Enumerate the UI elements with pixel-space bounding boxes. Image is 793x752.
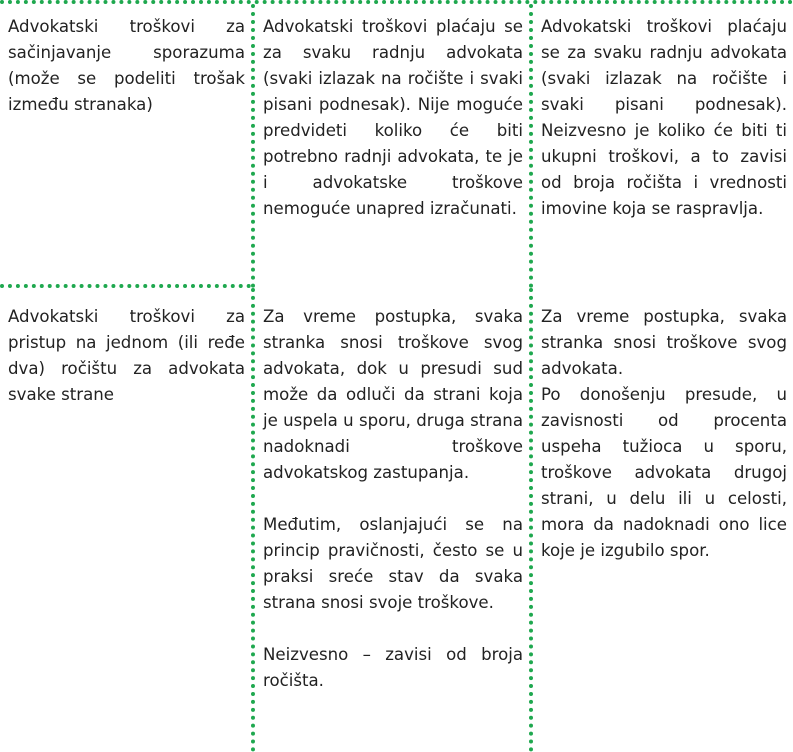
cell-text: Advokatski troškovi za pristup na jednom (ili ređe dva) ročištu za advokata svake strane <box>8 307 245 404</box>
cell-paragraph-3: Neizvesno – zavisi od broja ročišta. <box>263 645 523 690</box>
table-cell-r2-c1 <box>0 288 251 752</box>
table-cell-r2-c3 <box>529 288 793 752</box>
table-cell-r1-c3 <box>529 4 793 288</box>
cell-text: Advokatski troškovi za sačinjavanje sporazuma (može se podeliti trošak između stranaka) <box>8 17 245 114</box>
cell-paragraph-2: Po donošenju presude, u zavisnosti od procenta uspeha tužioca u sporu, troškove advokata drugoj strani, u delu ili u celosti, mora da nadoknadi ono lice koje je izgubilo spor. <box>541 385 787 560</box>
cell-text: Advokatski troškovi plaćaju se za svaku radnju advokata (svaki izlazak na ročište i svaki pisani podnesak). Neizvesno je koliko će biti ti ukupni troškovi, a to zavisi od broja ročišta i vrednosti imovine koja se raspravlja. <box>541 17 787 218</box>
table-cell-r2-c2 <box>251 288 529 752</box>
cell-paragraph-1: Za vreme postupka, svaka stranka snosi troškove svog advokata. <box>541 307 787 378</box>
cell-paragraph-1: Za vreme postupka, svaka stranka snosi troškove svog advokata, dok u presudi sud može da odluči da strani koja je uspela u sporu, druga strana nadoknadi troškove advokatskog zastupanja. <box>263 307 523 482</box>
cell-text: Advokatski troškovi plaćaju se za svaku radnju advokata (svaki izlazak na ročište i svaki pisani podnesak). Nije moguće predvideti koliko će biti potrebno radnji advokata, te je i advokatske troškove nemoguće unapred izračunati. <box>263 17 523 218</box>
table-cell-r1-c1 <box>0 4 251 288</box>
table-cell-r1-c2 <box>251 4 529 288</box>
cell-paragraph-2: Međutim, oslanjajući se na princip pravičnosti, često se u praksi sreće stav da svaka strana snosi svoje troškove. <box>263 515 523 612</box>
